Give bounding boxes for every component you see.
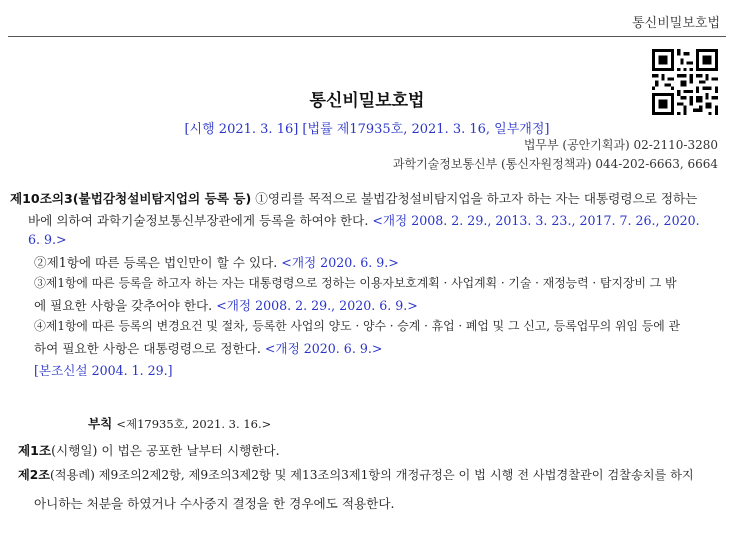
department-contact: 과학기술정보통신부 (통신자원정책과) 044-202-6663, 6664	[392, 157, 718, 171]
amendment-note: <개정 2008. 2. 29., 2013. 3. 23., 2017. 7. 26., 2020.	[372, 213, 700, 228]
paragraph-text: ④제1항에 따른 등록의 변경요건 및 절차, 등록한 사업의 양도 · 양수 · 승계 · 휴업 · 폐업 및 그 신고, 등록업무의 위임 등에 관	[34, 319, 680, 333]
law-name-header: 통신비밀보호법	[632, 16, 720, 31]
department-contact: 법무부 (공안기획과) 02-2110-3280	[523, 138, 718, 152]
paragraph-text: 하여 필요한 사항은 대통령령으로 정한다.	[34, 341, 261, 356]
amendment-note: <개정 2020. 6. 9.>	[264, 341, 383, 356]
paragraph-text: ②제1항에 따른 등록은 법인만이 할 수 있다.	[34, 255, 278, 270]
amendment-note: <개정 2020. 6. 9.>	[281, 255, 399, 270]
paragraph-text: 에 필요한 사항을 갖추어야 한다.	[34, 298, 213, 313]
new-article-note: [본조신설 2004. 1. 29.]	[34, 363, 173, 378]
enactment-info: [시행 2021. 3. 16] [법률 제17935호, 2021. 3. 16, 일부개정]	[184, 122, 550, 137]
paragraph-text: ①영리를 목적으로 불법감청설비탐지업을 하고자 하는 자는 대통령령으로 정하는	[255, 191, 698, 206]
amendment-note: <개정 2008. 2. 29., 2020. 6. 9.>	[216, 298, 418, 313]
addenda-article-label: 제2조	[18, 468, 51, 482]
addenda-heading: 부칙	[88, 416, 113, 431]
paragraph-text: 바에 의하여 과학기술정보통신부장관에게 등록을 하여야 한다.	[28, 213, 369, 228]
document-title: 통신비밀보호법	[309, 91, 425, 111]
paragraph-text: ③제1항에 따른 등록을 하고자 하는 자는 대통령령으로 정하는 이용자보호계획 · 사업계획 · 기술 · 재정능력 · 탐지장비 그 밖	[34, 276, 677, 290]
addenda-law-ref: <제17935호, 2021. 3. 16.>	[116, 417, 272, 431]
amendment-note: 6. 9.>	[28, 232, 67, 247]
addenda-article-text: (적용례) 제9조의2제2항, 제9조의3제2항 및 제13조의3제1항의 개정규정은 이 법 시행 전 사법경찰관이 검찰송치를 하지	[50, 468, 694, 482]
article-heading: 제10조의3(불법감청설비탐지업의 등록 등)	[10, 191, 252, 206]
header-divider	[8, 36, 726, 37]
addenda-article-label: 제1조	[18, 443, 52, 458]
addenda-article-text: (시행일) 이 법은 공포한 날부터 시행한다.	[51, 443, 280, 458]
addenda-article-text: 아니하는 처분을 하였거나 수사중지 결정을 한 경우에도 적용한다.	[34, 496, 395, 511]
